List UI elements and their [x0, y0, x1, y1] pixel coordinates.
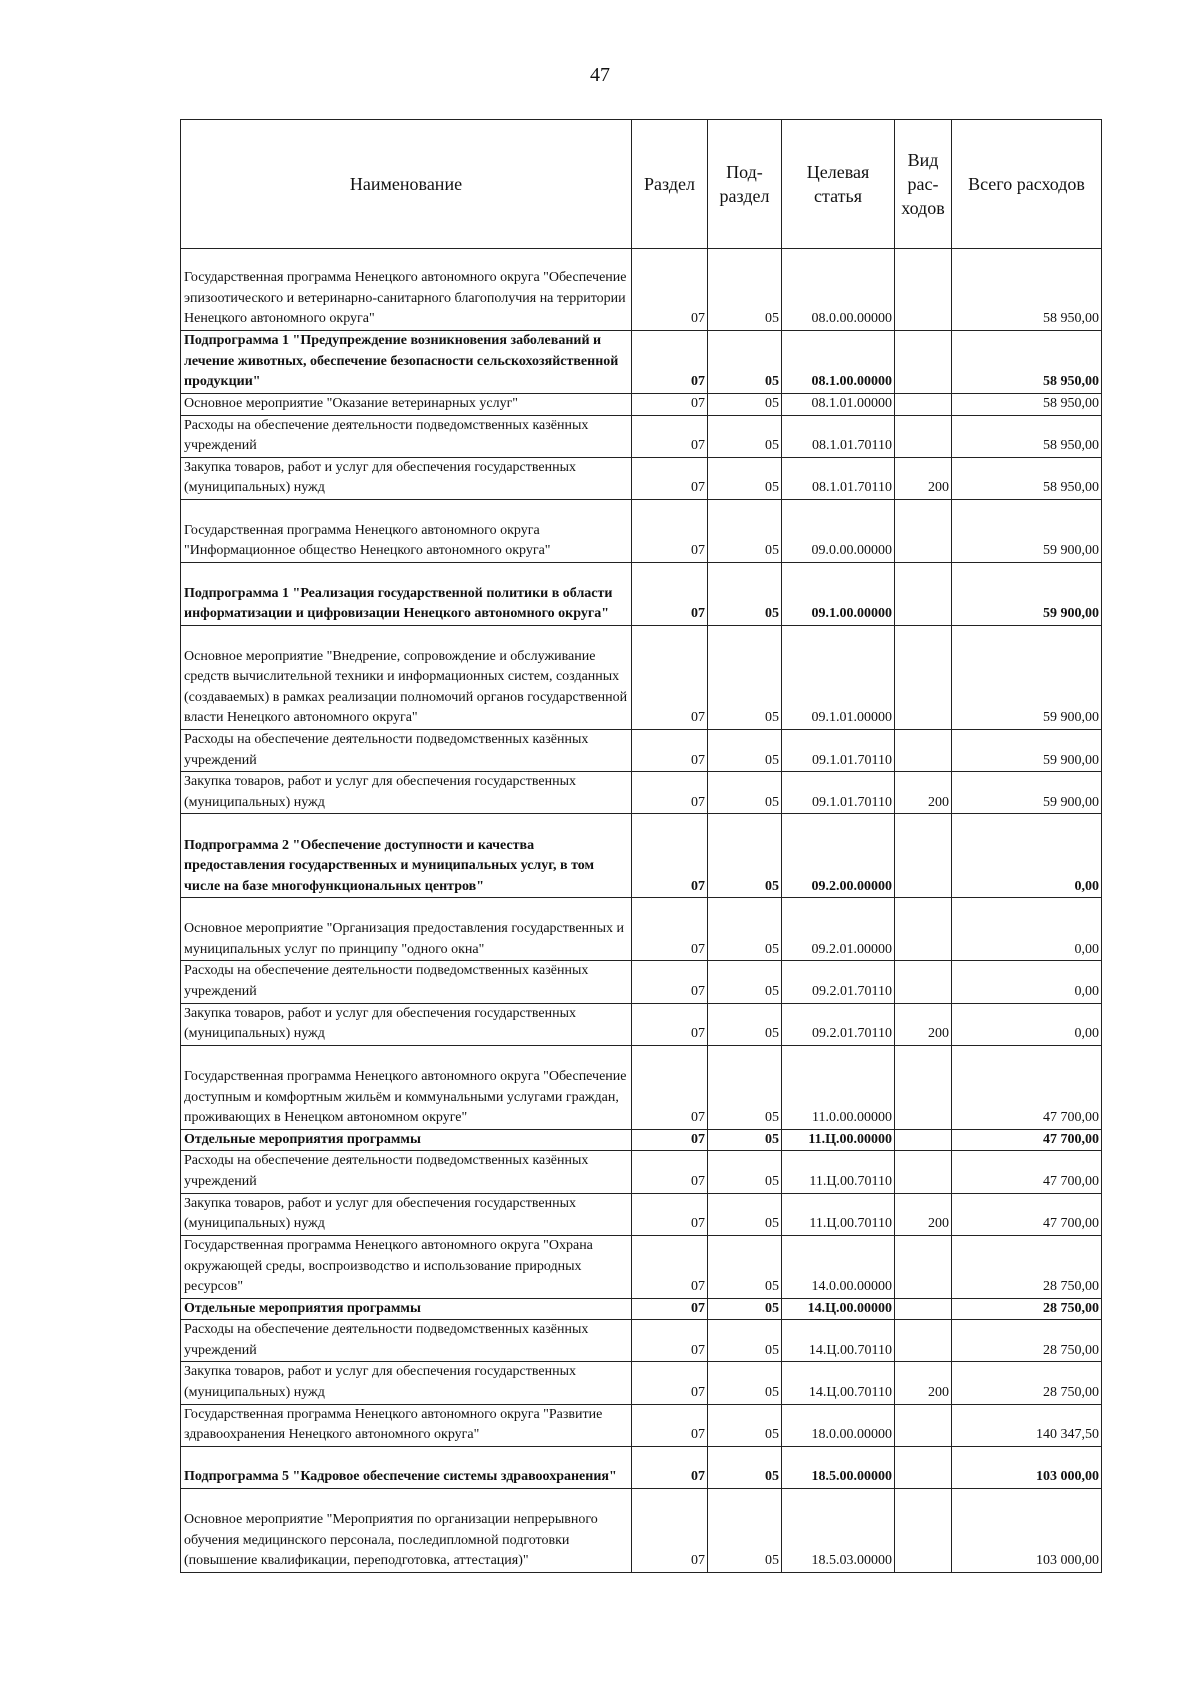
row-subsection: 05: [708, 1151, 782, 1193]
row-subsection: 05: [708, 961, 782, 1003]
row-section: 07: [632, 331, 708, 394]
row-name: Основное мероприятие "Оказание ветеринарных услуг": [181, 394, 632, 416]
table-row: [181, 1193, 1102, 1235]
row-name: Подпрограмма 1 "Реализация государственной политики в области информатизации и цифровизации Ненецкого автономного округа": [181, 562, 632, 625]
table-body: [181, 249, 1102, 1573]
table-row: [181, 1045, 1102, 1129]
row-total: 59 900,00: [952, 625, 1102, 729]
row-total: 0,00: [952, 1003, 1102, 1045]
header-subsection: Под- раздел: [708, 120, 782, 249]
row-kind: [895, 898, 952, 961]
row-section: 07: [632, 961, 708, 1003]
row-total: 0,00: [952, 814, 1102, 898]
row-name: Закупка товаров, работ и услуг для обеспечения государственных (муниципальных) нужд: [181, 457, 632, 499]
row-target: 11.0.00.00000: [782, 1045, 895, 1129]
row-section: 07: [632, 249, 708, 331]
row-target: 08.1.01.70110: [782, 457, 895, 499]
table-row: [181, 898, 1102, 961]
row-kind: [895, 1235, 952, 1298]
row-total: 47 700,00: [952, 1045, 1102, 1129]
row-total: 59 900,00: [952, 729, 1102, 771]
row-section: 07: [632, 772, 708, 814]
row-total: 0,00: [952, 961, 1102, 1003]
row-total: 59 900,00: [952, 562, 1102, 625]
row-section: 07: [632, 1320, 708, 1362]
row-section: 07: [632, 394, 708, 416]
row-target: 14.Ц.00.70110: [782, 1362, 895, 1404]
table-row: [181, 1446, 1102, 1488]
table-row: [181, 961, 1102, 1003]
table-row: [181, 1129, 1102, 1151]
row-subsection: 05: [708, 1446, 782, 1488]
row-subsection: 05: [708, 1193, 782, 1235]
row-subsection: 05: [708, 1320, 782, 1362]
row-section: 07: [632, 1298, 708, 1320]
row-kind: [895, 1045, 952, 1129]
header-target: Целевая статья: [782, 120, 895, 249]
row-target: 08.1.00.00000: [782, 331, 895, 394]
row-name: Основное мероприятие "Организация предоставления государственных и муниципальных услуг по принципу "одного окна": [181, 898, 632, 961]
row-kind: [895, 1129, 952, 1151]
row-subsection: 05: [708, 898, 782, 961]
table-row: [181, 1488, 1102, 1572]
row-section: 07: [632, 1003, 708, 1045]
row-name: Закупка товаров, работ и услуг для обеспечения государственных (муниципальных) нужд: [181, 1193, 632, 1235]
row-section: 07: [632, 499, 708, 562]
row-total: 28 750,00: [952, 1362, 1102, 1404]
table-row: [181, 249, 1102, 331]
row-subsection: 05: [708, 1298, 782, 1320]
header-section: Раздел: [632, 120, 708, 249]
row-kind: [895, 415, 952, 457]
row-target: 09.1.01.70110: [782, 729, 895, 771]
row-total: 103 000,00: [952, 1446, 1102, 1488]
table-row: [181, 1235, 1102, 1298]
row-kind: 200: [895, 1003, 952, 1045]
row-kind: [895, 1151, 952, 1193]
table-row: [181, 1320, 1102, 1362]
row-kind: [895, 331, 952, 394]
row-subsection: 05: [708, 249, 782, 331]
row-name: Государственная программа Ненецкого автономного округа "Обеспечение доступным и комфортным жильём и коммунальными услугами граждан, проживающих в Ненецком автономном округе": [181, 1045, 632, 1129]
row-subsection: 05: [708, 1404, 782, 1446]
row-subsection: 05: [708, 1235, 782, 1298]
row-section: 07: [632, 1362, 708, 1404]
header-kind: Вид рас- ходов: [895, 120, 952, 249]
row-name: Расходы на обеспечение деятельности подведомственных казённых учреждений: [181, 415, 632, 457]
row-kind: 200: [895, 1193, 952, 1235]
row-target: 09.2.01.70110: [782, 961, 895, 1003]
table-row: [181, 1362, 1102, 1404]
row-subsection: 05: [708, 625, 782, 729]
row-total: 58 950,00: [952, 331, 1102, 394]
row-kind: [895, 961, 952, 1003]
row-target: 11.Ц.00.70110: [782, 1193, 895, 1235]
row-name: Государственная программа Ненецкого автономного округа "Информационное общество Ненецкого автономного округа": [181, 499, 632, 562]
budget-table: [180, 119, 1102, 1573]
row-name: Основное мероприятие "Мероприятия по организации непрерывного обучения медицинского персонала, последипломной подготовки (повышение квалификации, переподготовка, аттестация)": [181, 1488, 632, 1572]
table-row: [181, 415, 1102, 457]
row-kind: [895, 249, 952, 331]
row-total: 28 750,00: [952, 1298, 1102, 1320]
row-name: Государственная программа Ненецкого автономного округа "Охрана окружающей среды, воспроизводство и использование природных ресурсов": [181, 1235, 632, 1298]
row-total: 28 750,00: [952, 1235, 1102, 1298]
header-name: Наименование: [181, 120, 632, 249]
row-kind: [895, 394, 952, 416]
row-section: 07: [632, 1488, 708, 1572]
row-kind: [895, 1446, 952, 1488]
row-total: 58 950,00: [952, 457, 1102, 499]
row-name: Закупка товаров, работ и услуг для обеспечения государственных (муниципальных) нужд: [181, 1003, 632, 1045]
row-kind: [895, 729, 952, 771]
row-subsection: 05: [708, 1129, 782, 1151]
row-section: 07: [632, 814, 708, 898]
table-row: [181, 814, 1102, 898]
row-total: 47 700,00: [952, 1151, 1102, 1193]
row-total: 140 347,50: [952, 1404, 1102, 1446]
row-target: 18.0.00.00000: [782, 1404, 895, 1446]
row-name: Основное мероприятие "Внедрение, сопровождение и обслуживание средств вычислительной техники и информационных систем, созданных (создаваемых) в рамках реализации полномочий органов государственной власти Ненецкого автономного округа": [181, 625, 632, 729]
row-target: 08.0.00.00000: [782, 249, 895, 331]
row-section: 07: [632, 1404, 708, 1446]
row-target: 09.1.01.00000: [782, 625, 895, 729]
row-target: 08.1.01.00000: [782, 394, 895, 416]
row-name: Подпрограмма 1 "Предупреждение возникновения заболеваний и лечение животных, обеспечение безопасности сельскохозяйственной продукции": [181, 331, 632, 394]
row-name: Отдельные мероприятия программы: [181, 1298, 632, 1320]
row-section: 07: [632, 1045, 708, 1129]
table-row: [181, 331, 1102, 394]
row-section: 07: [632, 1193, 708, 1235]
row-subsection: 05: [708, 772, 782, 814]
row-subsection: 05: [708, 1362, 782, 1404]
row-total: 47 700,00: [952, 1193, 1102, 1235]
row-name: Подпрограмма 5 "Кадровое обеспечение системы здравоохранения": [181, 1446, 632, 1488]
row-name: Расходы на обеспечение деятельности подведомственных казённых учреждений: [181, 1151, 632, 1193]
row-target: 09.2.01.70110: [782, 1003, 895, 1045]
row-subsection: 05: [708, 562, 782, 625]
row-name: Закупка товаров, работ и услуг для обеспечения государственных (муниципальных) нужд: [181, 772, 632, 814]
row-subsection: 05: [708, 331, 782, 394]
row-kind: 200: [895, 1362, 952, 1404]
row-kind: [895, 1404, 952, 1446]
row-subsection: 05: [708, 1045, 782, 1129]
row-subsection: 05: [708, 729, 782, 771]
row-total: 0,00: [952, 898, 1102, 961]
row-target: 11.Ц.00.70110: [782, 1151, 895, 1193]
row-target: 11.Ц.00.00000: [782, 1129, 895, 1151]
row-target: 09.1.01.70110: [782, 772, 895, 814]
row-name: Расходы на обеспечение деятельности подведомственных казённых учреждений: [181, 729, 632, 771]
row-name: Государственная программа Ненецкого автономного округа "Развитие здравоохранения Ненецкого автономного округа": [181, 1404, 632, 1446]
row-subsection: 05: [708, 457, 782, 499]
row-target: 18.5.00.00000: [782, 1446, 895, 1488]
row-target: 09.2.01.00000: [782, 898, 895, 961]
row-target: 18.5.03.00000: [782, 1488, 895, 1572]
row-section: 07: [632, 1446, 708, 1488]
row-total: 59 900,00: [952, 772, 1102, 814]
row-subsection: 05: [708, 1488, 782, 1572]
row-section: 07: [632, 457, 708, 499]
row-section: 07: [632, 1129, 708, 1151]
table-row: [181, 1298, 1102, 1320]
row-section: 07: [632, 729, 708, 771]
row-total: 58 950,00: [952, 415, 1102, 457]
row-section: 07: [632, 562, 708, 625]
table-row: [181, 499, 1102, 562]
row-section: 07: [632, 1235, 708, 1298]
row-section: 07: [632, 898, 708, 961]
row-kind: [895, 1488, 952, 1572]
table-row: [181, 772, 1102, 814]
table-header-row: [181, 120, 1102, 249]
row-name: Отдельные мероприятия программы: [181, 1129, 632, 1151]
row-section: 07: [632, 625, 708, 729]
row-kind: [895, 1298, 952, 1320]
row-subsection: 05: [708, 499, 782, 562]
header-total: Всего расходов: [952, 120, 1102, 249]
row-subsection: 05: [708, 394, 782, 416]
table-row: [181, 562, 1102, 625]
row-target: 14.Ц.00.00000: [782, 1298, 895, 1320]
row-name: Государственная программа Ненецкого автономного округа "Обеспечение эпизоотического и ветеринарно-санитарного благополучия на территории Ненецкого автономного округа": [181, 249, 632, 331]
row-subsection: 05: [708, 814, 782, 898]
row-target: 14.0.00.00000: [782, 1235, 895, 1298]
row-name: Расходы на обеспечение деятельности подведомственных казённых учреждений: [181, 1320, 632, 1362]
row-target: 09.0.00.00000: [782, 499, 895, 562]
table-row: [181, 1404, 1102, 1446]
page-number: 47: [590, 64, 610, 86]
table-row: [181, 457, 1102, 499]
table-row: [181, 729, 1102, 771]
row-total: 58 950,00: [952, 249, 1102, 331]
row-kind: [895, 1320, 952, 1362]
row-total: 103 000,00: [952, 1488, 1102, 1572]
row-kind: 200: [895, 772, 952, 814]
row-kind: [895, 814, 952, 898]
table-row: [181, 625, 1102, 729]
row-subsection: 05: [708, 415, 782, 457]
table-row: [181, 1003, 1102, 1045]
row-total: 58 950,00: [952, 394, 1102, 416]
row-kind: [895, 562, 952, 625]
row-kind: 200: [895, 457, 952, 499]
row-kind: [895, 499, 952, 562]
row-total: 28 750,00: [952, 1320, 1102, 1362]
row-section: 07: [632, 1151, 708, 1193]
row-subsection: 05: [708, 1003, 782, 1045]
row-name: Закупка товаров, работ и услуг для обеспечения государственных (муниципальных) нужд: [181, 1362, 632, 1404]
row-target: 08.1.01.70110: [782, 415, 895, 457]
row-total: 47 700,00: [952, 1129, 1102, 1151]
row-target: 09.2.00.00000: [782, 814, 895, 898]
row-total: 59 900,00: [952, 499, 1102, 562]
row-target: 14.Ц.00.70110: [782, 1320, 895, 1362]
row-name: Подпрограмма 2 "Обеспечение доступности и качества предоставления государственных и муниципальных услуг, в том числе на базе многофункциональных центров": [181, 814, 632, 898]
table-row: [181, 1151, 1102, 1193]
row-kind: [895, 625, 952, 729]
table-row: [181, 394, 1102, 416]
row-name: Расходы на обеспечение деятельности подведомственных казённых учреждений: [181, 961, 632, 1003]
row-target: 09.1.00.00000: [782, 562, 895, 625]
row-section: 07: [632, 415, 708, 457]
